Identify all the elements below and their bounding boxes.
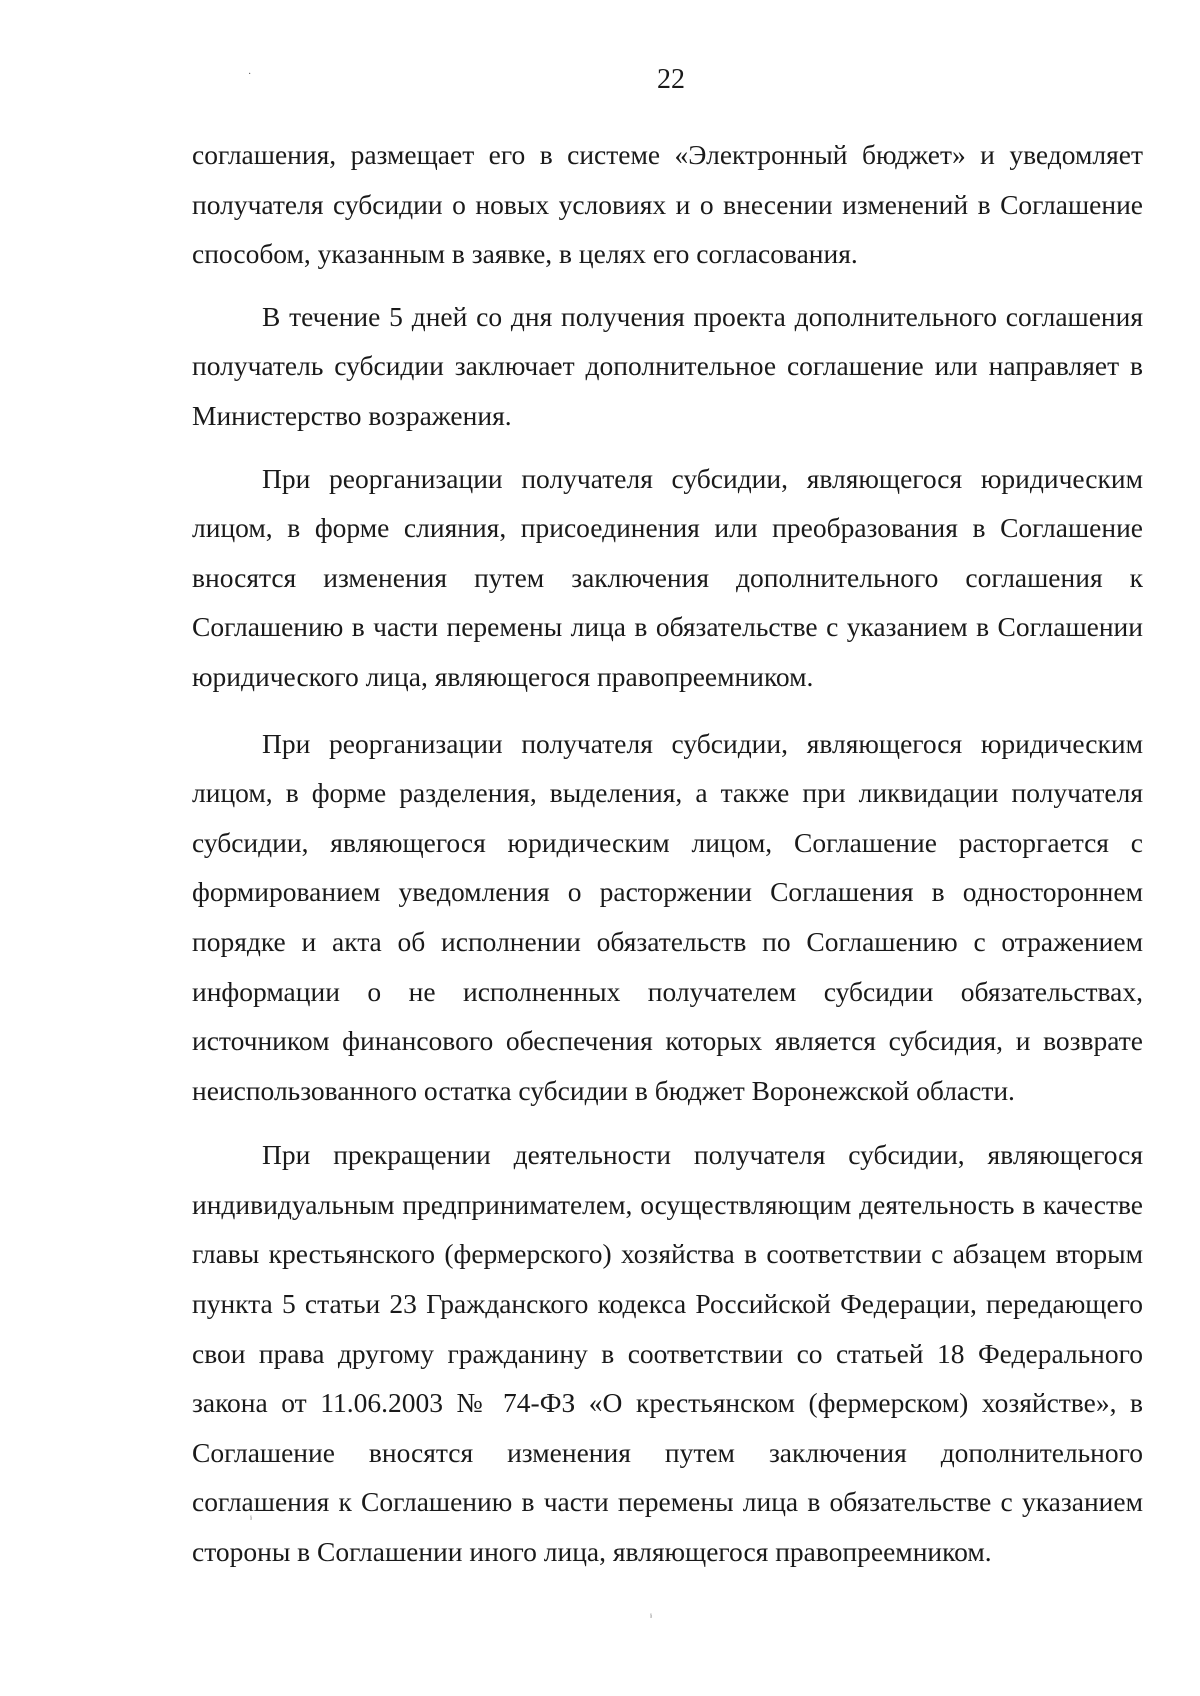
scan-speck: ⁱ [250,1515,253,1526]
paragraph-reorganization-merger: При реорганизации получателя субсидии, являющегося юридическим лицом, в форме слияния, присоединения или преобразования в Соглашение вносятся изменения путем заключения дополнительного соглашения к Соглашению в части перемены лица в обязательстве с указанием в Соглашении юридического лица, являющегося правопреемником. [192,462,1143,692]
paragraph-farm-termination: При прекращении деятельности получателя субсидии, являющегося индивидуальным предпринимателем, осуществляющим деятельность в качестве главы крестьянского (фермерского) хозяйства в соответствии с абзацем вторым пункта 5 статьи 23 Гражданского кодекса Российской Федерации, передающего свои права другому гражданину в соответствии со статьей 18 Федерального закона от 11.06.2003 № 74-ФЗ «О крестьянском (фермерском) хозяйстве», в Соглашение вносятся изменения путем заключения дополнительного соглашения к Соглашению в части перемены лица в обязательстве с указанием стороны в Соглашении иного лица, являющегося правопреемником. [192,1139,1143,1568]
paragraph-continuation: соглашения, размещает его в системе «Электронный бюджет» и уведомляет получателя субсидии о новых условиях и о внесении изменений в Соглашение способом, указанным в заявке, в целях его согласования. [192,139,1143,270]
scan-speck: · [248,69,252,80]
paragraph-objection-term: В течение 5 дней со дня получения проекта дополнительного соглашения получатель субсидии заключает дополнительное соглашение или направляет в Министерство возражения. [192,300,1143,431]
page-number: 22 [657,64,685,95]
paragraph-reorganization-division: При реорганизации получателя субсидии, являющегося юридическим лицом, в форме разделения, выделения, а также при ликвидации получателя субсидии, являющегося юридическим лицом, Соглашение расторгается с формированием уведомления о расторжении Соглашения в одностороннем порядке и акта об исполнении обязательств по Соглашению с отражением информации о не исполненных получателем субсидии обязательствах, источником финансового обеспечения которых является субсидия, и возврате неиспользованного остатка субсидии в бюджет Воронежской области. [192,727,1143,1106]
scan-speck: ⁱ [650,1613,653,1624]
document-body [192,130,1143,1577]
